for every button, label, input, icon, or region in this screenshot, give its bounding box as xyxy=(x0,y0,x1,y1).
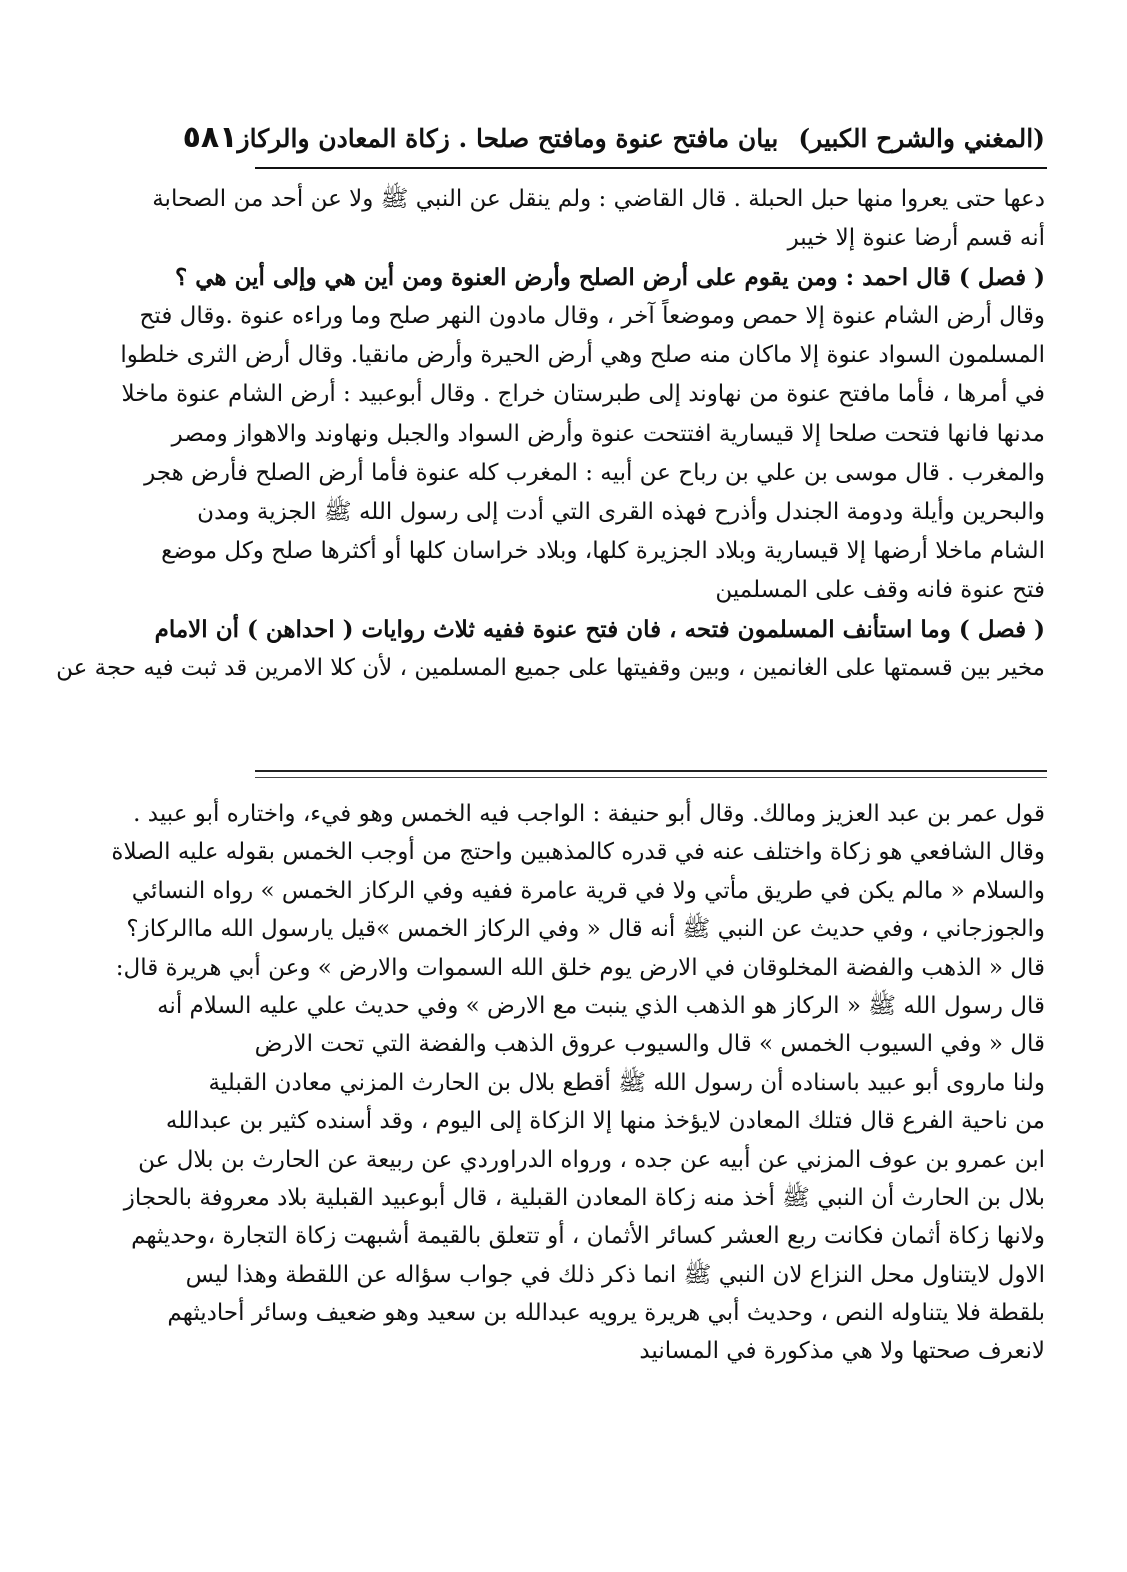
commentary-line: قال رسول الله ﷺ « الركاز هو الذهب الذي ينبت مع الارض » وفي حديث علي عليه السلام أنه xyxy=(157,992,1045,1019)
commentary-line: بلال بن الحارث أن النبي ﷺ أخذ منه زكاة المعادن القبلية ، قال أبوعبيد القبلية بلاد معروفة بالحجاز xyxy=(123,1184,1045,1211)
page-number: ٥٨١ xyxy=(182,120,238,155)
commentary-line: ولنا ماروى أبو عبيد باسناده أن رسول الله ﷺ أقطع بلال بن الحارث المزني معادن القبلية xyxy=(208,1069,1045,1096)
commentary-line: قول عمر بن عبد العزيز ومالك. وقال أبو حنيفة : الواجب فيه الخمس وهو فيء، واختاره أبو عبيد . xyxy=(133,801,1045,827)
section-topic: بيان مافتح عنوة ومافتح صلحا . زكاة المعادن والركاز xyxy=(237,124,779,153)
main-line: ( فصل ) قال احمد : ومن يقوم على أرض الصلح وأرض العنوة ومن أين هي وإلى أين هي ؟ xyxy=(175,264,1045,292)
header-rule xyxy=(255,167,1047,169)
main-line: والمغرب . قال موسى بن علي بن رباح عن أبيه : المغرب كله عنوة فأما أرض الصلح فأرض هجر xyxy=(144,459,1045,486)
main-line: الشام ماخلا أرضها إلا قيسارية وبلاد الجزيرة كلها، وبلاد خراسان كلها أو أكثرها صلح وكل موضع xyxy=(161,537,1045,564)
commentary-line: والجوزجاني ، وفي حديث عن النبي ﷺ أنه قال « وفي الركاز الخمس »قيل يارسول الله ماالركاز؟ xyxy=(126,916,1045,943)
main-line: مدنها فانها فتحت صلحا إلا قيسارية افتتحت عنوة وأرض السواد والجبل ونهاوند والاهواز ومصر xyxy=(171,420,1045,447)
commentary-line: من ناحية الفرع قال فتلك المعادن لايؤخذ منها إلا الزكاة إلى اليوم ، وقد أسنده كثير بن عبدالله xyxy=(165,1108,1045,1135)
commentary-line: قال « الذهب والفضة المخلوقان في الارض يوم خلق الله السموات والارض » وعن أبي هريرة قال: xyxy=(115,954,1045,981)
commentary-line: ولانها زكاة أثمان فكانت ربع العشر كسائر الأثمان ، أو تتعلق بالقيمة أشبهت زكاة التجارة ،وحديثهم xyxy=(131,1223,1045,1250)
commentary-line: بلقطة فلا يتناوله النص ، وحديث أبي هريرة يرويه عبدالله بن سعيد وهو ضعيف وسائر أحاديثهم xyxy=(167,1300,1045,1327)
main-text xyxy=(56,180,1045,688)
section-divider xyxy=(255,770,1047,772)
commentary-line: الاول لايتناول محل النزاع لان النبي ﷺ انما ذكر ذلك في جواب سؤاله عن اللقطة وهذا ليس xyxy=(185,1261,1045,1288)
main-line: أنه قسم أرضا عنوة إلا خيبر xyxy=(787,225,1045,252)
section-divider xyxy=(255,777,1047,778)
commentary-line: ابن عمرو بن عوف المزني عن أبيه عن جده ، ورواه الدراوردي عن ربيعة عن الحارث بن بلال عن xyxy=(138,1146,1045,1173)
main-line: دعها حتى يعروا منها حبل الحبلة . قال القاضي : ولم ينقل عن النبي ﷺ ولا عن أحد من الصحابة xyxy=(152,186,1045,212)
main-line: والبحرين وأيلة ودومة الجندل وأذرح فهذه القرى التي أدت إلى رسول الله ﷺ الجزية ومدن xyxy=(197,498,1045,525)
main-line: فتح عنوة فانه وقف على المسلمين xyxy=(715,576,1045,603)
main-line: المسلمون السواد عنوة إلا ماكان منه صلح وهي أرض الحيرة وأرض مانقيا. وقال أرض الثرى خلطوا xyxy=(120,342,1045,369)
main-line: في أمرها ، فأما مافتح عنوة من نهاوند إلى طبرستان خراج . وقال أبوعبيد : أرض الشام عنوة ماخلا xyxy=(121,381,1045,408)
book-title: (المغني والشرح الكبير) xyxy=(798,124,1045,153)
commentary-line: قال « وفي السيوب الخمس » قال والسيوب عروق الذهب والفضة التي تحت الارض xyxy=(254,1031,1045,1058)
commentary-line: لانعرف صحتها ولا هي مذكورة في المسانيد xyxy=(639,1338,1045,1365)
commentary-line: والسلام « مالم يكن في طريق مأتي ولا في قرية عامرة ففيه وفي الركاز الخمس » رواه النسائي xyxy=(131,877,1045,904)
running-header xyxy=(182,120,1045,164)
main-line: وقال أرض الشام عنوة إلا حمص وموضعاً آخر ، وقال مادون النهر صلح وما وراءه عنوة .وقال فتح xyxy=(139,303,1045,330)
main-line: ( فصل ) وما استأنف المسلمون فتحه ، فان فتح عنوة ففيه ثلاث روايات ( احداهن ) أن الامام xyxy=(154,616,1045,644)
commentary-text xyxy=(111,795,1045,1371)
commentary-line: وقال الشافعي هو زكاة واختلف عنه في قدره كالمذهبين واحتج من أوجب الخمس بقوله عليه الصلاة xyxy=(111,839,1045,866)
main-line: مخير بين قسمتها على الغانمين ، وبين وقفيتها على جميع المسلمين ، لأن كلا الامرين قد ثبت فيه حجة عن xyxy=(56,655,1045,682)
